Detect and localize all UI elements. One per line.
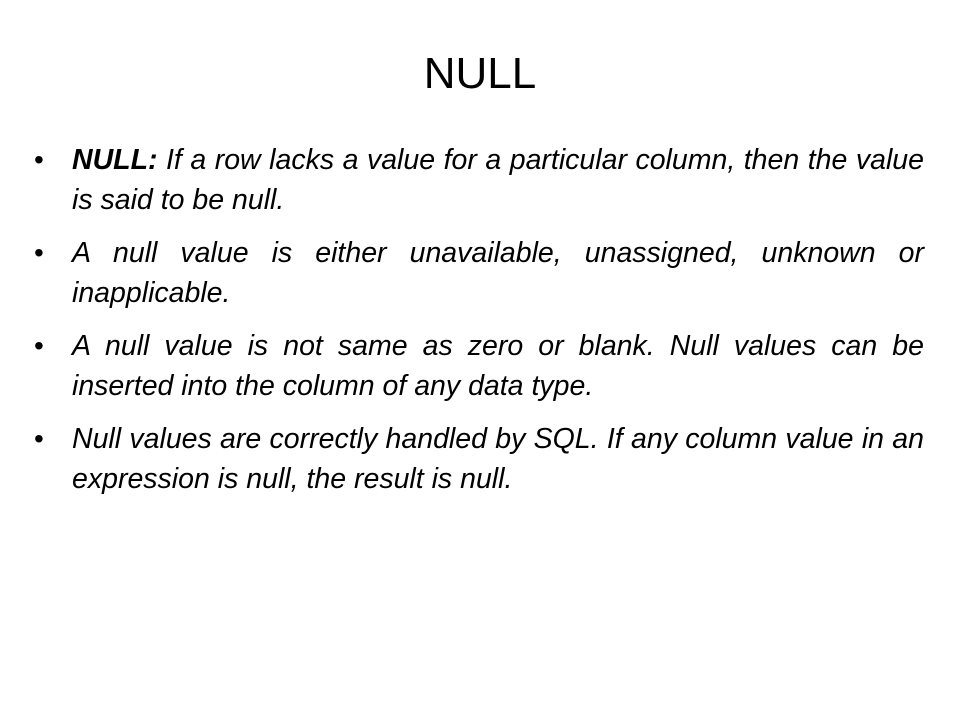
bullet-item [34, 233, 924, 313]
bullet-text: Null values are correctly handled by SQL. If any column value in an expression is null, the result is null. [72, 423, 924, 495]
bullet-text: A null value is not same as zero or blank. Null values can be inserted into the column of any data type. [72, 330, 924, 402]
bullet-icon: • [34, 423, 44, 454]
bullet-item [34, 326, 924, 406]
bullet-list [34, 140, 924, 512]
bullet-icon: • [34, 237, 44, 268]
bullet-item [34, 140, 924, 220]
bullet-icon: • [34, 144, 44, 175]
bullet-icon: • [34, 330, 44, 361]
bullet-text: A null value is either unavailable, unassigned, unknown or inapplicable. [72, 237, 924, 309]
bullet-text: If a row lacks a value for a particular column, then the value is said to be null. [72, 144, 924, 216]
bullet-term: NULL: [72, 144, 158, 176]
slide-title: NULL [423, 49, 537, 98]
bullet-item [34, 419, 924, 499]
